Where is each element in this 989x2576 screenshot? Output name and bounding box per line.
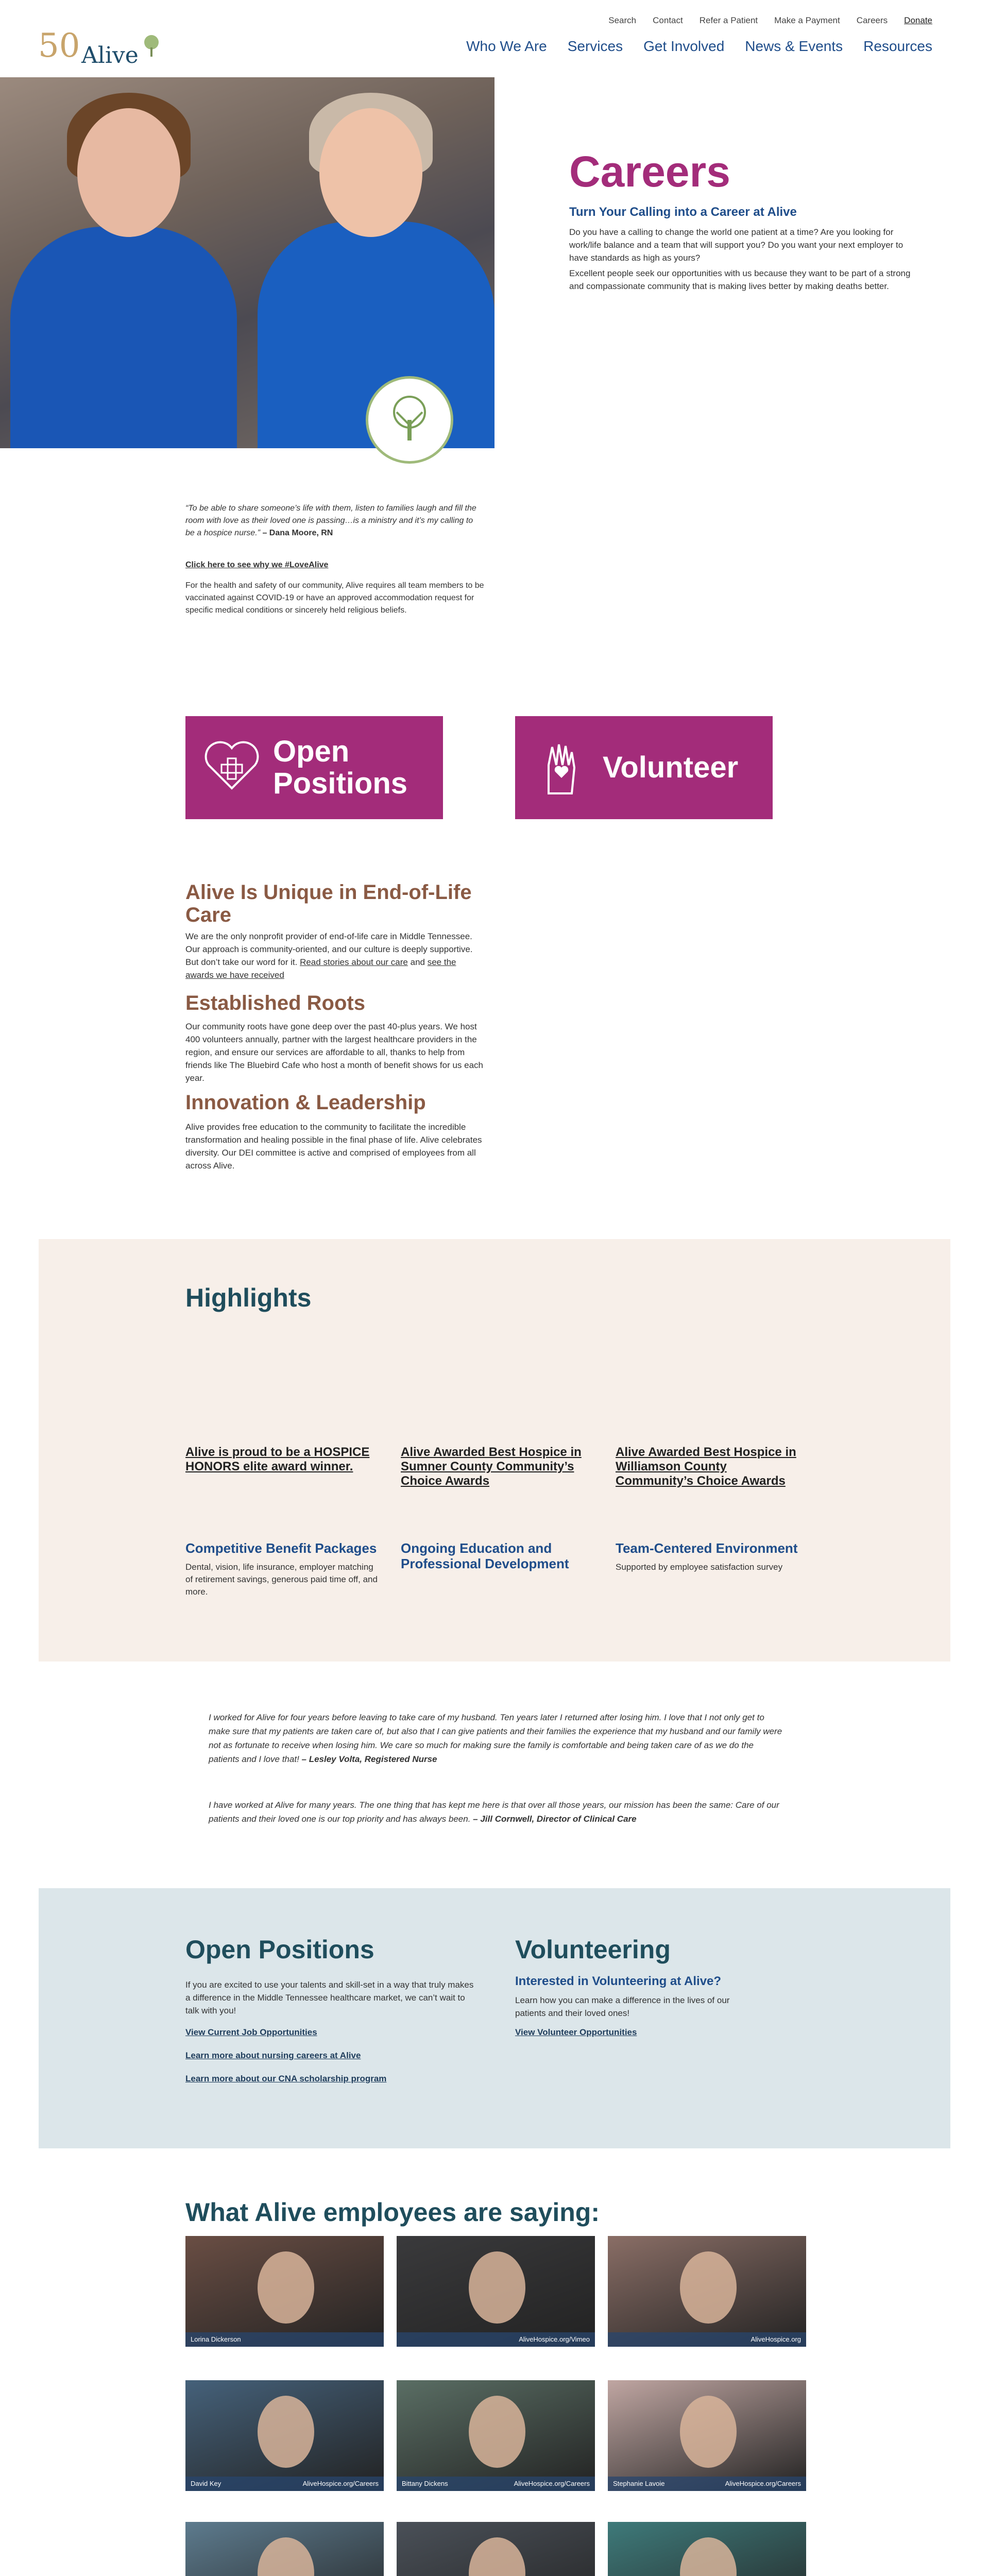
award-williamson-county[interactable]: Alive Awarded Best Hospice in Williamson County Community’s Choice Awards — [616, 1445, 796, 1488]
video-name: Bittany Dickens — [402, 2480, 448, 2487]
nav-resources[interactable]: Resources — [863, 38, 932, 54]
video-tag: AliveHospice.org — [751, 2335, 801, 2343]
love-alive-link[interactable]: Click here to see why we #LoveAlive — [185, 561, 329, 569]
video-tag: AliveHospice.org/Careers — [725, 2480, 801, 2487]
utility-make-payment[interactable]: Make a Payment — [774, 15, 840, 25]
volunteering-subtitle: Interested in Volunteering at Alive? — [515, 1974, 722, 1988]
job-opportunities-link[interactable]: View Current Job Opportunities — [185, 2027, 317, 2037]
nav-who-we-are[interactable]: Who We Are — [466, 38, 547, 54]
main-nav — [466, 38, 932, 55]
site-logo[interactable] — [38, 27, 157, 73]
team-environment-heading: Team-Centered Environment — [616, 1540, 798, 1556]
employee-video[interactable] — [608, 2380, 806, 2491]
open-positions-text: If you are excited to use your talents and skill-set in a way that truly makes a difference in the Middle Tennessee healthcare market, we can’t wait to talk with you! — [185, 1980, 474, 2015]
volunteer-tile[interactable] — [515, 716, 773, 819]
utility-donate[interactable]: Donate — [904, 15, 932, 25]
video-tag: AliveHospice.org/Vimeo — [519, 2335, 590, 2343]
innovation-paragraph: Alive provides free education to the community to facilitate the incredible transformation and healing possible in the final phase of life. Alive celebrates diversity. Our DEI committee is active and comprised of employees from all across Alive. — [185, 1122, 482, 1171]
utility-contact[interactable]: Contact — [653, 15, 683, 25]
open-positions-tile-label: Open Positions — [273, 735, 408, 800]
highlights-title: Highlights — [185, 1283, 312, 1312]
utility-refer-patient[interactable]: Refer a Patient — [699, 15, 758, 25]
nursing-careers-link[interactable]: Learn more about nursing careers at Alive — [185, 2050, 361, 2060]
unique-title: Alive Is Unique in End-of-Life Care — [185, 881, 472, 926]
benefit-packages-text: Dental, vision, life insurance, employer matching of retirement savings, generous paid time off, and more. — [185, 1562, 378, 1597]
award-hospice-honors[interactable]: Alive is proud to be a HOSPICE HONORS elite award winner. — [185, 1445, 370, 1473]
roots-title: Established Roots — [185, 992, 365, 1014]
quote-text: “To be able to share someone’s life with them, listen to families laugh and fill the room with love as their loved one is passing…is a ministry and it’s my calling to be a hospice nurse.” — [185, 504, 476, 537]
hero-subtitle: Turn Your Calling into a Career at Alive — [569, 205, 797, 219]
nav-services[interactable]: Services — [567, 38, 623, 54]
awards-link[interactable]: see the awards we have received — [185, 957, 456, 980]
video-name: Lorina Dickerson — [191, 2335, 241, 2343]
careers-volunteer-panel — [39, 1888, 950, 2148]
volunteer-opportunities-link[interactable]: View Volunteer Opportunities — [515, 2027, 637, 2037]
tree-icon — [381, 392, 438, 448]
team-environment-text: Supported by employee satisfaction survey — [616, 1562, 783, 1572]
hand-heart-icon — [531, 737, 592, 799]
heart-cross-icon — [201, 737, 263, 799]
cna-scholarship-link[interactable]: Learn more about our CNA scholarship program — [185, 2074, 387, 2083]
open-positions-tile[interactable] — [185, 716, 443, 819]
vaccine-policy: For the health and safety of our community, Alive requires all team members to be vaccinated against COVID-19 or have an approved accommodation request for specific medical conditions or sincerely held religious beliefs. — [185, 581, 484, 615]
employee-video[interactable] — [397, 2522, 595, 2576]
employee-video[interactable] — [185, 2522, 384, 2576]
roots-paragraph: Our community roots have gone deep over the past 40-plus years. We host 400 volunteers annually, partner with the largest healthcare providers in the region, and ensure our services are affordable to all, thanks to help from friends like The Bluebird Cafe who host a month of benefit shows for us each year. — [185, 1022, 484, 1083]
employee-video[interactable] — [397, 2380, 595, 2491]
unique-paragraph: We are the only nonprofit provider of end-of-life care in Middle Tennessee. Our approach is community-oriented, and our culture is deeply supportive. But don’t take our word for it. Read stories about our care and see the awards we have received — [185, 931, 473, 980]
video-tag: AliveHospice.org/Careers — [514, 2480, 590, 2487]
tree-badge — [366, 376, 453, 464]
utility-nav — [608, 15, 932, 26]
employees-title: What Alive employees are saying: — [185, 2198, 600, 2227]
quote-author: – Dana Moore, RN — [262, 529, 333, 537]
testimonial-lesley: I worked for Alive for four years before leaving to take care of my husband. Ten years later I returned after losing him. I love that I not only get to make sure that my patients are taken care of, but also that I can give patients and their families the experience that my husband and our family were not as fortunate to receive when losing him. We care so much for making sure the family is comfortable and being taken care of as we do the patients and I love that! – Lesley Volta, Registered Nurse — [209, 1713, 782, 1764]
employee-video[interactable] — [608, 2522, 806, 2576]
employee-video[interactable] — [185, 2236, 384, 2347]
open-positions-title: Open Positions — [185, 1935, 374, 1964]
nurse-quote — [185, 502, 484, 539]
employee-video[interactable] — [185, 2380, 384, 2491]
testimonial-jill: I have worked at Alive for many years. The one thing that has kept me here is that over all those years, our mission has been the same: Care of our patients and their loved one is our top priority and has always been. – Jill Cornwell, Director of Clinical Care — [209, 1800, 779, 1824]
award-sumner-county[interactable]: Alive Awarded Best Hospice in Sumner County Community’s Choice Awards — [401, 1445, 582, 1488]
video-tag: AliveHospice.org/Careers — [302, 2480, 379, 2487]
video-name: David Key — [191, 2480, 221, 2487]
employee-video[interactable] — [397, 2236, 595, 2347]
nav-get-involved[interactable]: Get Involved — [643, 38, 725, 54]
volunteering-text: Learn how you can make a difference in the lives of our patients and their loved ones! — [515, 1995, 730, 2018]
utility-search[interactable]: Search — [608, 15, 637, 25]
hero-paragraph-1: Do you have a calling to change the world one patient at a time? Are you looking for work/life balance and a team that will support you? Do you want your next employer to have standards as high as yours? — [569, 227, 903, 263]
hero-paragraph-2: Excellent people seek our opportunities with us because they want to be part of a strong and compassionate community that is making lives better by making deaths better. — [569, 268, 911, 291]
innovation-title: Innovation & Leadership — [185, 1091, 426, 1114]
benefit-packages-heading: Competitive Benefit Packages — [185, 1540, 377, 1556]
utility-careers[interactable]: Careers — [856, 15, 888, 25]
page-title: Careers — [569, 147, 730, 196]
logo-name: Alive — [81, 42, 139, 69]
logo-anniversary: 50 — [38, 27, 80, 65]
volunteer-tile-label: Volunteer — [603, 751, 739, 784]
nav-news-events[interactable]: News & Events — [745, 38, 843, 54]
stories-link[interactable]: Read stories about our care — [300, 957, 408, 967]
video-name: Stephanie Lavoie — [613, 2480, 665, 2487]
volunteering-title: Volunteering — [515, 1935, 671, 1964]
education-heading: Ongoing Education and Professional Development — [401, 1540, 569, 1571]
tree-logo-icon — [139, 33, 164, 59]
employee-video[interactable] — [608, 2236, 806, 2347]
